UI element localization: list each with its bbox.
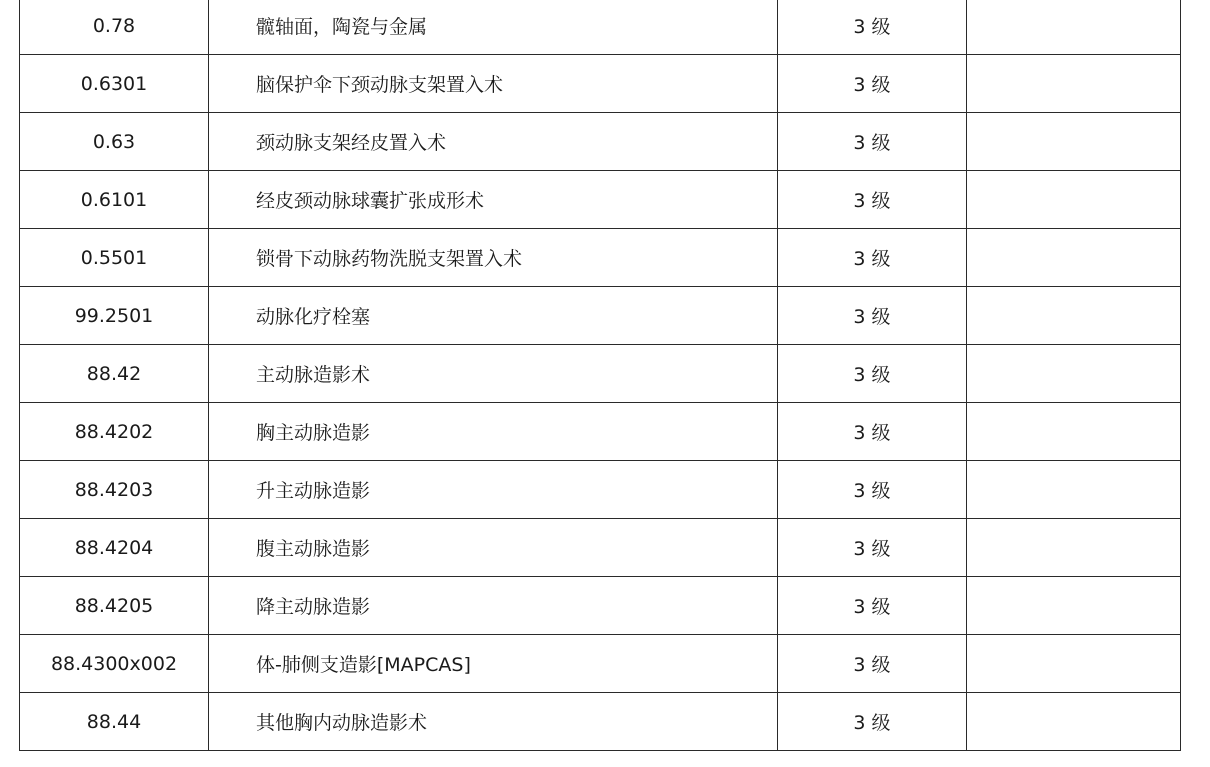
- table-row: [20, 403, 1181, 461]
- empty-cell: [967, 0, 1181, 55]
- table-row: [20, 0, 1181, 55]
- procedure-code-cell: 88.4205: [20, 577, 209, 635]
- table-row: [20, 345, 1181, 403]
- procedure-code-cell: 0.6101: [20, 171, 209, 229]
- table-row: [20, 287, 1181, 345]
- table-row: [20, 113, 1181, 171]
- procedure-code-cell: 0.5501: [20, 229, 209, 287]
- empty-cell: [967, 693, 1181, 751]
- procedure-level-cell: 3 级: [778, 635, 967, 693]
- procedure-level-cell: 3 级: [778, 0, 967, 55]
- procedure-code-cell: 88.4202: [20, 403, 209, 461]
- procedure-level-cell: 3 级: [778, 577, 967, 635]
- procedure-code-cell: 0.6301: [20, 55, 209, 113]
- empty-cell: [967, 229, 1181, 287]
- procedure-level-cell: 3 级: [778, 229, 967, 287]
- empty-cell: [967, 345, 1181, 403]
- procedure-code-cell: 88.4300x002: [20, 635, 209, 693]
- empty-cell: [967, 171, 1181, 229]
- procedure-level-cell: 3 级: [778, 55, 967, 113]
- empty-cell: [967, 461, 1181, 519]
- procedure-code-cell: 88.42: [20, 345, 209, 403]
- procedure-name-cell: 锁骨下动脉药物洗脱支架置入术: [209, 229, 778, 287]
- procedure-level-cell: 3 级: [778, 403, 967, 461]
- empty-cell: [967, 403, 1181, 461]
- procedure-level-cell: 3 级: [778, 113, 967, 171]
- procedure-table: [19, 0, 1181, 751]
- table-row: [20, 55, 1181, 113]
- empty-cell: [967, 55, 1181, 113]
- procedure-name-cell: 髋轴面，陶瓷与金属: [209, 0, 778, 55]
- table-row: [20, 229, 1181, 287]
- empty-cell: [967, 635, 1181, 693]
- procedure-name-cell: 升主动脉造影: [209, 461, 778, 519]
- procedure-name-cell: 其他胸内动脉造影术: [209, 693, 778, 751]
- empty-cell: [967, 577, 1181, 635]
- table-row: [20, 519, 1181, 577]
- procedure-code-cell: 88.44: [20, 693, 209, 751]
- procedure-level-cell: 3 级: [778, 519, 967, 577]
- empty-cell: [967, 113, 1181, 171]
- procedure-name-cell: 脑保护伞下颈动脉支架置入术: [209, 55, 778, 113]
- procedure-table-container: [19, 0, 1180, 751]
- procedure-name-cell: 颈动脉支架经皮置入术: [209, 113, 778, 171]
- procedure-code-cell: 99.2501: [20, 287, 209, 345]
- table-row: [20, 635, 1181, 693]
- procedure-name-cell: 腹主动脉造影: [209, 519, 778, 577]
- procedure-name-cell: 胸主动脉造影: [209, 403, 778, 461]
- procedure-level-cell: 3 级: [778, 693, 967, 751]
- table-row: [20, 693, 1181, 751]
- empty-cell: [967, 519, 1181, 577]
- procedure-code-cell: 0.78: [20, 0, 209, 55]
- procedure-code-cell: 88.4203: [20, 461, 209, 519]
- procedure-name-cell: 主动脉造影术: [209, 345, 778, 403]
- procedure-name-cell: 降主动脉造影: [209, 577, 778, 635]
- procedure-level-cell: 3 级: [778, 461, 967, 519]
- procedure-name-cell: 动脉化疗栓塞: [209, 287, 778, 345]
- procedure-code-cell: 88.4204: [20, 519, 209, 577]
- procedure-level-cell: 3 级: [778, 287, 967, 345]
- procedure-name-cell: 经皮颈动脉球囊扩张成形术: [209, 171, 778, 229]
- procedure-name-cell: 体-肺侧支造影[MAPCAS]: [209, 635, 778, 693]
- table-row: [20, 577, 1181, 635]
- procedure-code-cell: 0.63: [20, 113, 209, 171]
- procedure-level-cell: 3 级: [778, 171, 967, 229]
- procedure-level-cell: 3 级: [778, 345, 967, 403]
- table-row: [20, 461, 1181, 519]
- empty-cell: [967, 287, 1181, 345]
- table-row: [20, 171, 1181, 229]
